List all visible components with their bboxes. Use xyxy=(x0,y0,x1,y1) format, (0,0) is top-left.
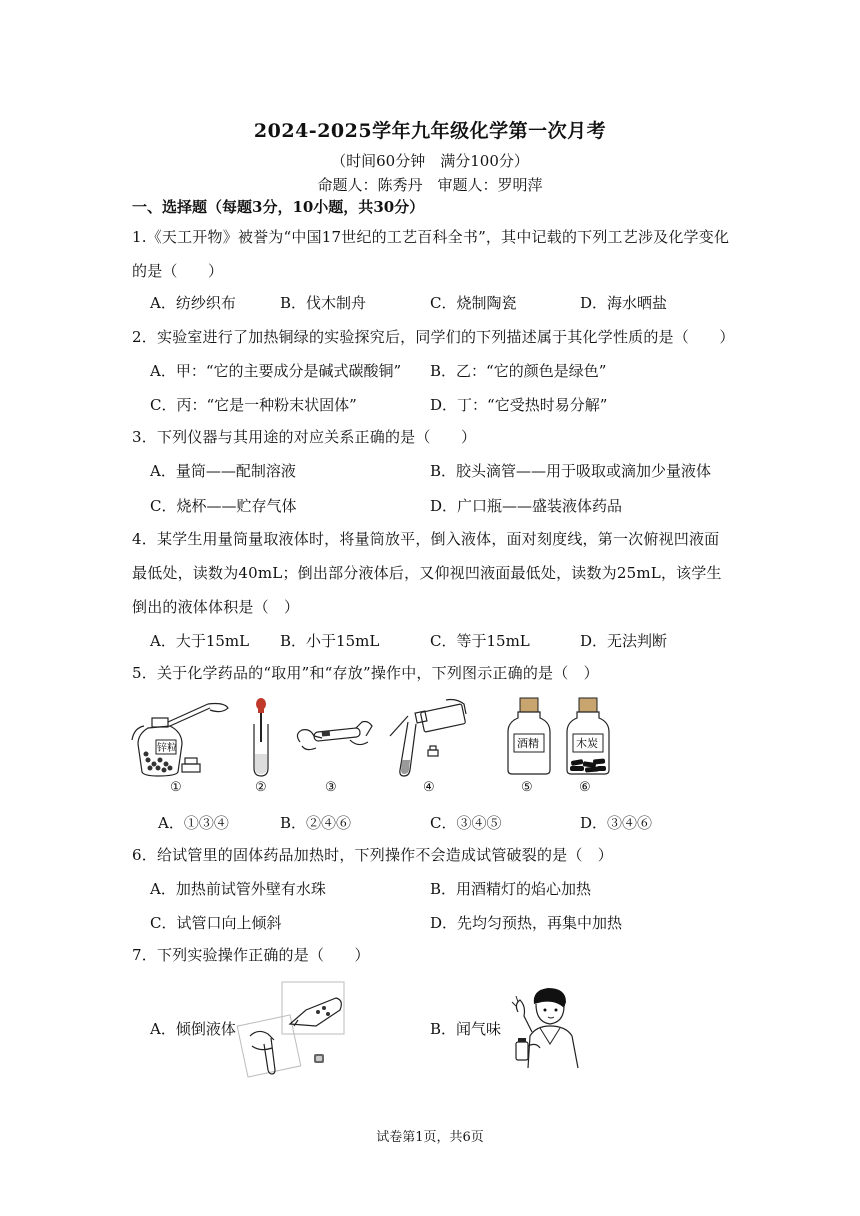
q3-option-b: B．胶头滴管——用于吸取或滴加少量液体 xyxy=(430,462,712,480)
page-footer: 试卷第1页，共6页 xyxy=(376,1130,484,1145)
figure-label-1: ① xyxy=(170,780,182,795)
q1-option-d: D．海水晒盐 xyxy=(580,294,668,312)
time-info: （时间60分钟 满分100分） xyxy=(331,152,529,170)
jar-label-zinc: 锌粒 xyxy=(157,743,177,754)
jar-label-charcoal: 木炭 xyxy=(576,737,598,750)
q7-option-a: A．倾倒液体 xyxy=(150,1020,236,1038)
question-1-stem: 1.《天工开物》被誉为“中国17世纪的工艺百科全书”，其中记载的下列工艺涉及化学变化的是（ ） xyxy=(132,228,730,280)
q1-option-a: A．纺纱织布 xyxy=(150,294,236,312)
figure-label-2: ② xyxy=(255,780,267,795)
q6-option-a: A．加热前试管外壁有水珠 xyxy=(150,880,326,898)
q2-option-d: D．丁：“它受热时易分解” xyxy=(430,396,608,414)
section-heading: 一、选择题（每题3分，10小题，共30分） xyxy=(132,198,425,216)
q6-option-c: C．试管口向上倾斜 xyxy=(150,914,282,932)
q2-option-b: B．乙：“它的颜色是绿色” xyxy=(430,362,607,380)
q4-option-b: B．小于15mL xyxy=(280,632,380,650)
figure-label-4: ④ xyxy=(423,780,435,795)
q1-option-c: C．烧制陶瓷 xyxy=(430,294,517,312)
q7-option-b: B．闻气味 xyxy=(430,1020,502,1038)
figure-4-pouring xyxy=(386,696,472,778)
figure-3-horizontal-tube xyxy=(292,712,378,762)
figure-5-alcohol-jar xyxy=(504,696,554,776)
q3-option-a: A．量筒——配制溶液 xyxy=(150,462,296,480)
figure-label-5: ⑤ xyxy=(521,780,533,795)
q3-option-c: C．烧杯——贮存气体 xyxy=(150,497,297,515)
question-6-stem: 6．给试管里的固体药品加热时，下列操作不会造成试管破裂的是（ ） xyxy=(132,846,613,864)
q6-option-b: B．用酒精灯的焰心加热 xyxy=(430,880,592,898)
q3-option-d: D．广口瓶——盛装液体药品 xyxy=(430,497,623,515)
q6-option-d: D．先均匀预热，再集中加热 xyxy=(430,914,623,932)
q4-option-d: D．无法判断 xyxy=(580,632,668,650)
figure-smelling-gas xyxy=(510,984,586,1070)
q5-option-b: B．②④⑥ xyxy=(280,814,352,832)
question-4-stem: 4．某学生用量筒量取液体时，将量筒放平，倒入液体，面对刻度线，第一次俯视凹液面最低处，读数为40mL；倒出部分液体后，又仰视凹液面最低处，读数为25mL，该学生倒出的液体体积是（ ） xyxy=(132,530,722,616)
question-7-stem: 7．下列实验操作正确的是（ ） xyxy=(132,946,370,964)
authors-line: 命题人：陈秀丹 审题人：罗明萍 xyxy=(317,176,543,194)
jar-label-alcohol: 酒精 xyxy=(517,737,539,750)
q5-option-a: A．①③④ xyxy=(158,814,229,832)
figure-label-3: ③ xyxy=(325,780,337,795)
figure-6-charcoal-jar xyxy=(563,696,613,776)
q1-option-b: B．伐木制舟 xyxy=(280,294,367,312)
question-5-stem: 5．关于化学药品的“取用”和“存放”操作中，下列图示正确的是（ ） xyxy=(132,664,599,682)
q5-option-c: C．③④⑤ xyxy=(430,814,502,832)
q2-option-c: C．丙：“它是一种粉末状固体” xyxy=(150,396,357,414)
exam-title: 2024-2025学年九年级化学第一次月考 xyxy=(253,120,607,142)
figure-2-dropper-tube xyxy=(248,698,274,780)
question-2-stem: 2．实验室进行了加热铜绿的实验探究后，同学们的下列描述属于其化学性质的是（ ） xyxy=(132,328,735,346)
q4-option-a: A．大于15mL xyxy=(150,632,250,650)
figure-label-6: ⑥ xyxy=(579,780,591,795)
q4-option-c: C．等于15mL xyxy=(430,632,530,650)
q5-option-d: D．③④⑥ xyxy=(580,814,653,832)
figure-1-tweezers-jar xyxy=(128,698,238,778)
question-3-stem: 3．下列仪器与其用途的对应关系正确的是（ ） xyxy=(132,428,477,446)
q2-option-a: A．甲：“它的主要成分是碱式碳酸铜” xyxy=(150,362,402,380)
figure-pouring-liquid xyxy=(238,980,348,1076)
